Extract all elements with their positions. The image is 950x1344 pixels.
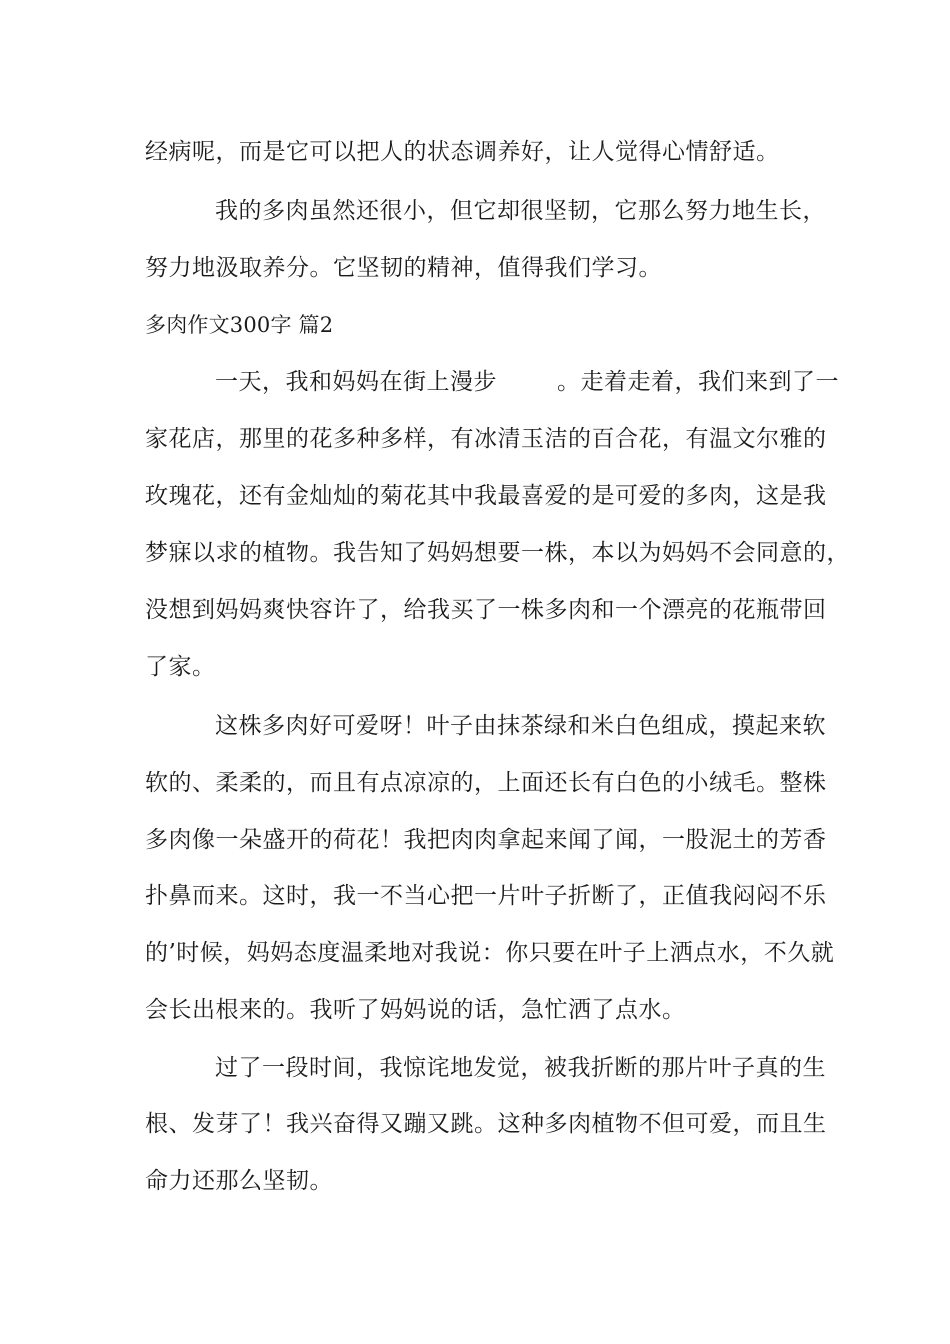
text-line: 努力地汲取养分。它坚韧的精神，值得我们学习。 bbox=[145, 255, 662, 281]
text-line: 根、发芽了！我兴奋得又蹦又跳。这种多肉植物不但可爱，而且生 bbox=[145, 1111, 827, 1137]
text-line: 经病呢，而是它可以把人的状态调养好，让人觉得心情舒适。 bbox=[145, 139, 780, 165]
text-line: 我的多肉虽然还很小，但它却很坚韧，它那么努力地生长， bbox=[215, 198, 826, 224]
text-line: 梦寐以求的植物。我告知了妈妈想要一株，本以为妈妈不会同意的， bbox=[145, 540, 850, 566]
text-line: 会长出根来的。我听了妈妈说的话，急忙洒了点水。 bbox=[145, 997, 686, 1023]
text-line: 玫瑰花，还有金灿灿的菊花其中我最喜爱的是可爱的多肉，这是我 bbox=[145, 483, 827, 509]
text-line: 这株多肉好可爱呀！叶子由抹茶绿和米白色组成，摸起来软 bbox=[215, 713, 826, 739]
section-heading: 多肉作文300字 篇2 bbox=[145, 313, 334, 337]
text-line: 了家。 bbox=[145, 654, 216, 680]
text-line: 家花店，那里的花多种多样，有冰清玉洁的百合花，有温文尔雅的 bbox=[145, 426, 827, 452]
text-line: 多肉像一朵盛开的荷花！我把肉肉拿起来闻了闻，一股泥土的芳香 bbox=[145, 827, 827, 853]
text-line: 扑鼻而来。这时，我一不当心把一片叶子折断了，正值我闷闷不乐 bbox=[145, 883, 827, 909]
text-fragment: 。走着走着，我们来到了一 bbox=[557, 369, 839, 395]
text-line: 命力还那么坚韧。 bbox=[145, 1168, 333, 1194]
text-line: 没想到妈妈爽快容许了，给我买了一株多肉和一个漂亮的花瓶带回 bbox=[145, 597, 827, 623]
text-line bbox=[215, 368, 839, 396]
text-line: 软的、柔柔的，而且有点凉凉的，上面还长有白色的小绒毛。整株 bbox=[145, 770, 827, 796]
text-fragment: 一天，我和妈妈在街上漫步 bbox=[215, 369, 497, 395]
text-line: 过了一段时间，我惊诧地发觉，被我折断的那片叶子真的生 bbox=[215, 1055, 826, 1081]
text-line: 的’时候，妈妈态度温柔地对我说：你只要在叶子上洒点水，不久就 bbox=[145, 940, 835, 966]
